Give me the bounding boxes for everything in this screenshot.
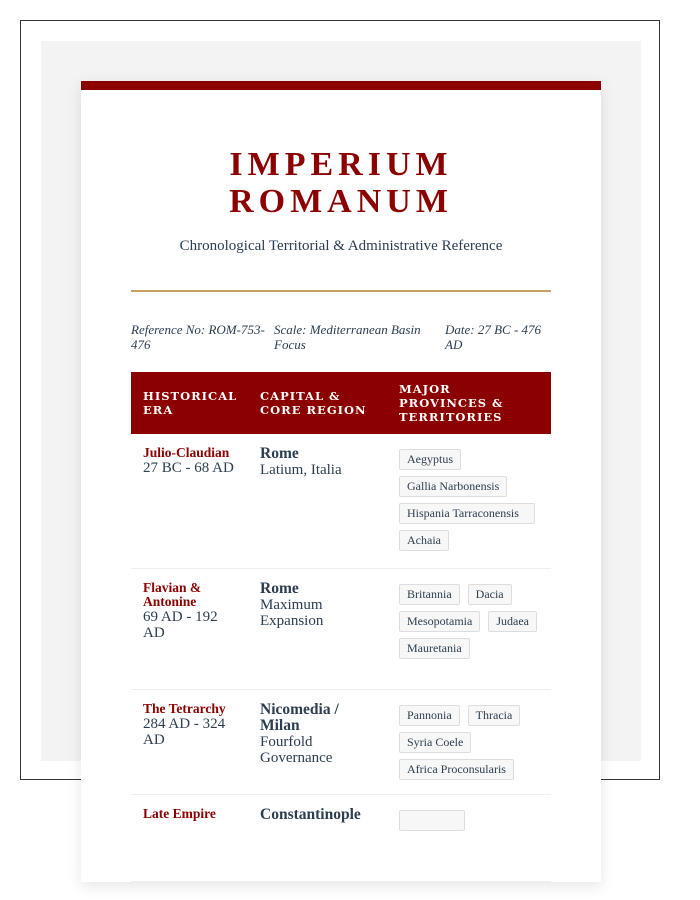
province-tag: Mauretania [399, 638, 470, 659]
column-header-provinces: MAJOR PROVINCES & TERRITORIES [387, 372, 551, 434]
capital-cell [248, 690, 387, 795]
capital-name: Constantinople [260, 806, 361, 823]
sheet-header [81, 90, 601, 255]
reference-number: Reference No: ROM-753-476 [131, 322, 265, 352]
era-cell [131, 690, 248, 795]
column-header-era: HISTORICAL ERA [131, 372, 248, 434]
era-cell [131, 795, 248, 882]
provinces-cell [387, 795, 551, 882]
province-tags [399, 807, 539, 831]
capital-cell [248, 795, 387, 882]
era-name: Julio-Claudian [143, 445, 230, 460]
capital-name: Rome [260, 580, 299, 597]
province-tag: Hispania Tarraconensis [399, 503, 535, 524]
table-row [131, 569, 551, 690]
province-tags [399, 446, 539, 551]
province-tag: Mesopotamia [399, 611, 480, 632]
province-tag: Britannia [399, 584, 460, 605]
core-region: Fourfold Governance [260, 734, 333, 766]
era-dates: 27 BC - 68 AD [143, 460, 234, 476]
province-tags [399, 581, 539, 659]
province-tag: Pannonia [399, 705, 460, 726]
metadata-row [131, 322, 551, 352]
gold-divider [131, 290, 551, 292]
era-dates: 284 AD - 324 AD [143, 716, 226, 748]
capital-name: Rome [260, 445, 299, 462]
provinces-cell [387, 434, 551, 569]
capital-cell [248, 434, 387, 569]
table-header-row [131, 372, 551, 434]
paper-viewport[interactable] [81, 81, 601, 823]
capital-cell [248, 569, 387, 690]
province-tag: Africa Proconsularis [399, 759, 514, 780]
map-scale: Scale: Mediterranean Basin Focus [274, 322, 421, 352]
document-title: IMPERIUM ROMANUM [229, 146, 453, 220]
table-row [131, 690, 551, 795]
province-tag: Dacia [468, 584, 512, 605]
era-cell [131, 569, 248, 690]
province-tags [399, 702, 539, 780]
era-name: Flavian & Antonine [143, 580, 202, 609]
table-row [131, 434, 551, 569]
era-name: The Tetrarchy [143, 701, 226, 716]
era-dates: 69 AD - 192 AD [143, 609, 218, 641]
reference-sheet [81, 81, 601, 882]
date-range: Date: 27 BC - 476 AD [445, 322, 542, 352]
column-header-capital: CAPITAL & CORE REGION [248, 372, 387, 434]
table-row [131, 795, 551, 882]
province-tag: Thracia [468, 705, 521, 726]
province-tag: Syria Coele [399, 732, 471, 753]
province-tag: Achaia [399, 530, 449, 551]
era-cell [131, 434, 248, 569]
document-subtitle: Chronological Territorial & Administrative Reference [179, 238, 503, 254]
core-region: Latium, Italia [260, 462, 342, 478]
era-name: Late Empire [143, 806, 216, 821]
province-tag: Aegyptus [399, 449, 461, 470]
provinces-cell [387, 690, 551, 795]
provinces-cell [387, 569, 551, 690]
capital-name: Nicomedia / Milan [260, 701, 339, 734]
province-tag [399, 810, 465, 831]
era-table [131, 372, 551, 882]
province-tag: Gallia Narbonensis [399, 476, 507, 497]
province-tag: Judaea [488, 611, 537, 632]
core-region: Maximum Expansion [260, 597, 324, 629]
